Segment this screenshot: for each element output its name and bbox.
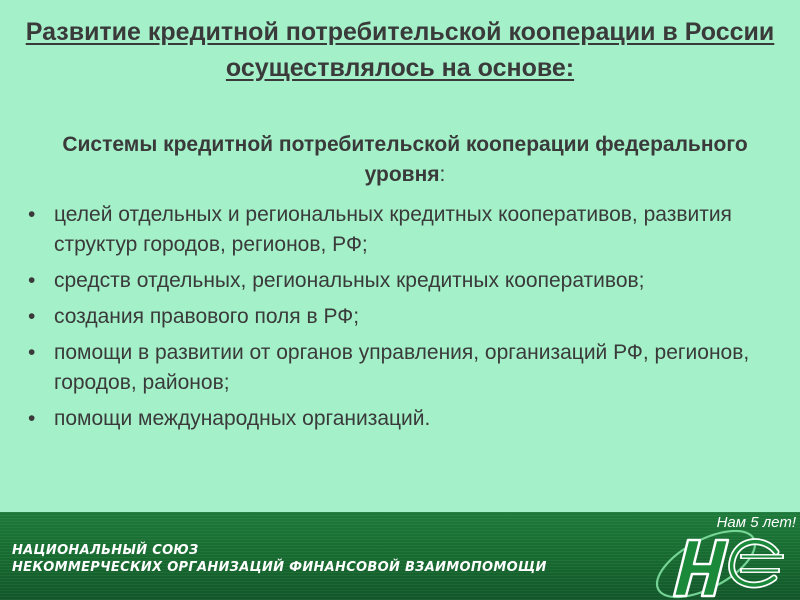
subtitle-text: Системы кредитной потребительской кооперации федерального уровня — [62, 133, 748, 186]
bullet-text: целей отдельных и региональных кредитных кооперативов, развития структур городов, регионов, РФ; — [54, 203, 732, 256]
ns-logo-icon — [644, 518, 794, 600]
bullet-marker: • — [28, 269, 36, 292]
organization-name-line1: НАЦИОНАЛЬНЫЙ СОЮЗ — [12, 543, 199, 558]
bullet-marker: • — [28, 407, 36, 430]
list-item — [28, 338, 778, 398]
organization-name-line2: НЕКОММЕРЧЕСКИХ ОРГАНИЗАЦИЙ ФИНАНСОВОЙ ВЗАИМОПОМОЩИ — [12, 560, 547, 575]
list-item — [28, 302, 778, 332]
slide-subtitle — [40, 130, 770, 190]
slide-title: Развитие кредитной потребительской кооперации в России осуществлялось на основе: — [25, 18, 775, 82]
list-item — [28, 404, 778, 434]
list-item — [28, 266, 778, 296]
list-item — [28, 200, 778, 260]
anniversary-label: Нам 5 лет! — [716, 514, 796, 531]
bullet-list — [28, 200, 778, 440]
bullet-text: помощи международных организаций. — [54, 407, 431, 430]
bullet-text: создания правового поля в РФ; — [54, 305, 360, 328]
organization-name — [12, 542, 547, 576]
bullet-marker: • — [28, 341, 36, 364]
bullet-marker: • — [28, 305, 36, 328]
subtitle-colon: : — [439, 163, 446, 186]
bullet-text: помощи в развитии от органов управления, организаций РФ, регионов, городов, районов; — [54, 341, 750, 394]
bullet-marker: • — [28, 203, 36, 226]
bullet-text: средств отдельных, региональных кредитных кооперативов; — [54, 269, 645, 292]
